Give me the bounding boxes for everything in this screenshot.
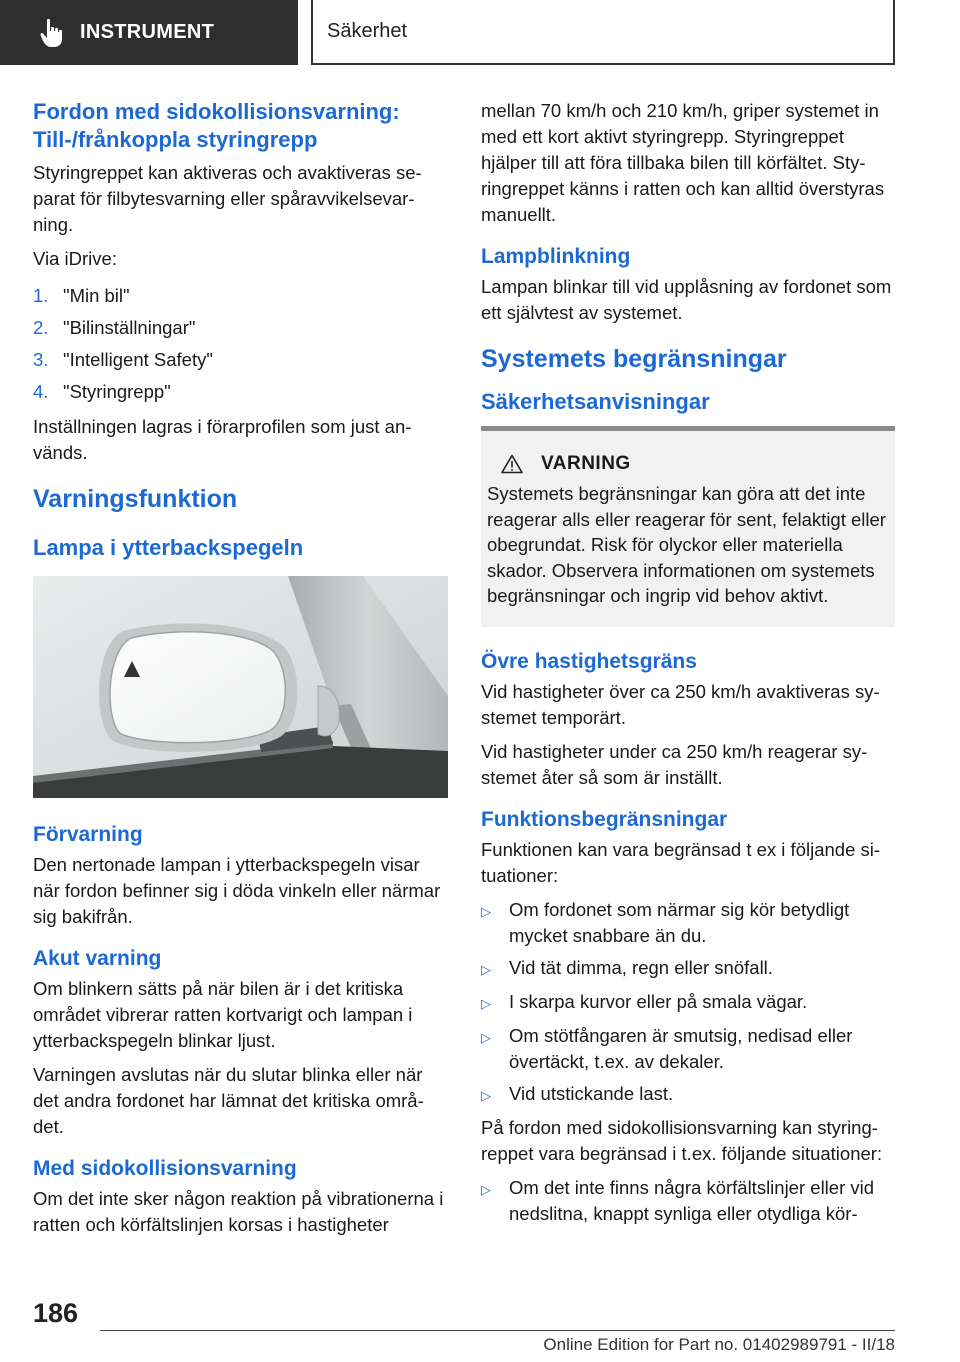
page-number: 186 bbox=[33, 1298, 79, 1328]
hand-pointer-icon bbox=[40, 18, 66, 48]
heading-lampblinkning: Lampblinkning bbox=[481, 245, 631, 268]
warning-title bbox=[487, 453, 887, 475]
triangle-bullet-icon: ▷ bbox=[481, 1029, 491, 1045]
list-item bbox=[481, 1023, 895, 1075]
warning-box bbox=[481, 426, 895, 627]
paragraph: Varningen avslutas när du slutar blinka eller när det andra fordonet har lämnat det kritiska området. bbox=[33, 1064, 424, 1137]
heading-med: Med sidokollisionsvarning bbox=[33, 1157, 297, 1180]
right-column bbox=[481, 98, 895, 1233]
warning-text: Systemets begränsningar kan göra att det inte reagerar alls eller reagerar för sent, felaktigt eller obegrundat. Risk för olyckor eller materiella skador. Observera informationen om systemets begränsningar och ingrip vid behov aktivt. bbox=[487, 483, 886, 606]
bullet-text: Om fordonet som närmar sig kör betydligt mycket snabbare än du. bbox=[509, 898, 850, 946]
bullet-text: I skarpa kurvor eller på smala vägar. bbox=[509, 990, 808, 1012]
paragraph: Inställningen lagras i förarprofilen som just används. bbox=[33, 416, 412, 463]
triangle-bullet-icon: ▷ bbox=[481, 1087, 491, 1103]
paragraph: Vid hastigheter över ca 250 km/h avaktiveras systemet temporärt. bbox=[481, 680, 880, 728]
limitations-list bbox=[481, 897, 895, 1109]
list-item bbox=[481, 897, 895, 949]
paragraph: Om blinkern sätts på när bilen är i det kritiska området vibrerar ratten kortvarigt och lampan i ytterbackspegeln blinkar ljust. bbox=[33, 978, 413, 1051]
heading-funktion: Funktionsbegränsningar bbox=[481, 807, 728, 831]
bullet-text: Om det inte finns några körfältslinjer eller vid nedslitna, knappt synliga eller otydliga kör- bbox=[509, 1176, 875, 1224]
step-number: 2. bbox=[33, 317, 49, 338]
triangle-bullet-icon: ▷ bbox=[481, 961, 491, 977]
warning-label: VARNING bbox=[541, 453, 631, 474]
step-text: "Bilinställningar" bbox=[63, 317, 196, 338]
edition-note: Online Edition for Part no. 01402989791 - II/18 bbox=[543, 1335, 895, 1354]
paragraph: mellan 70 km/h och 210 km/h, griper systemet in med ett kort aktivt styringrepp. Styringreppet hjälper till att föra tillbaka bilen till körfältet. Styringreppet känns i ratten och kan alltid överstyras manuellt. bbox=[481, 100, 885, 225]
list-item bbox=[481, 989, 895, 1017]
section-title bbox=[311, 0, 895, 65]
mirror-illustration bbox=[33, 576, 448, 798]
step-number: 3. bbox=[33, 349, 49, 370]
heading-ovre: Övre hastighetsgräns bbox=[481, 649, 697, 673]
heading-sakerhet: Säkerhetsanvisningar bbox=[481, 389, 710, 414]
bullet-text: Vid tät dimma, regn eller snöfall. bbox=[509, 956, 773, 978]
chapter-label: INSTRUMENT bbox=[80, 21, 215, 43]
chapter-tab bbox=[0, 0, 298, 65]
list-item bbox=[481, 1081, 895, 1109]
step-text: "Styringrepp" bbox=[63, 381, 171, 402]
step-text: "Min bil" bbox=[63, 285, 130, 306]
list-item bbox=[481, 1175, 895, 1227]
step-number: 1. bbox=[33, 285, 49, 306]
paragraph: Styringreppet kan aktiveras och avaktiveras separat för filbytesvarning eller spåravvikelsevarning. bbox=[33, 162, 422, 235]
paragraph: Den nertonade lampan i ytterbackspegeln visar när fordon befinner sig i döda vinkeln eller närmar sig bakifrån. bbox=[33, 854, 441, 927]
paragraph: Via iDrive: bbox=[33, 248, 117, 269]
list-item bbox=[33, 280, 448, 312]
heading-systemets: Systemets begränsningar bbox=[481, 345, 787, 373]
heading-lampa: Lampa i ytterbackspegeln bbox=[33, 535, 304, 560]
paragraph: Om det inte sker någon reaktion på vibrationerna i ratten och körfältslinjen korsas i hastigheter bbox=[33, 1188, 444, 1235]
footer-divider bbox=[100, 1330, 895, 1331]
triangle-bullet-icon: ▷ bbox=[481, 995, 491, 1011]
paragraph: Lampan blinkar till vid upplåsning av fordonet som ett självtest av systemet. bbox=[481, 276, 892, 323]
bullet-text: Om stötfångaren är smutsig, nedisad eller övertäckt, t.ex. av dekaler. bbox=[509, 1024, 853, 1072]
list-item bbox=[33, 312, 448, 344]
list-item bbox=[33, 344, 448, 376]
section-label: Säkerhet bbox=[327, 20, 408, 42]
triangle-bullet-icon: ▷ bbox=[481, 903, 491, 919]
left-column bbox=[33, 98, 448, 1246]
list-item bbox=[481, 955, 895, 983]
paragraph: Funktionen kan vara begränsad t ex i följande situationer: bbox=[481, 838, 881, 886]
triangle-bullet-icon: ▷ bbox=[481, 1181, 491, 1197]
warning-triangle-icon bbox=[501, 454, 523, 474]
heading-forvarning: Förvarning bbox=[33, 823, 143, 846]
steps-list bbox=[33, 280, 448, 408]
step-number: 4. bbox=[33, 381, 49, 402]
paragraph: På fordon med sidokollisionsvarning kan styringreppet vara begränsad i t.ex. följande situationer: bbox=[481, 1116, 883, 1164]
steering-limitations-list bbox=[481, 1175, 895, 1227]
heading-varningsfunktion: Varningsfunktion bbox=[33, 485, 238, 513]
list-item bbox=[33, 376, 448, 408]
bullet-text: Vid utstickande last. bbox=[509, 1082, 674, 1104]
step-text: "Intelligent Safety" bbox=[63, 349, 213, 370]
mirror-image-icon bbox=[33, 576, 448, 798]
paragraph: Vid hastigheter under ca 250 km/h reagerar systemet åter så som är inställt. bbox=[481, 740, 868, 788]
heading-akut: Akut varning bbox=[33, 947, 162, 970]
heading-fordon: Fordon med sidokollisionsvarning: Till-/frånkoppla styringrepp bbox=[33, 99, 400, 152]
